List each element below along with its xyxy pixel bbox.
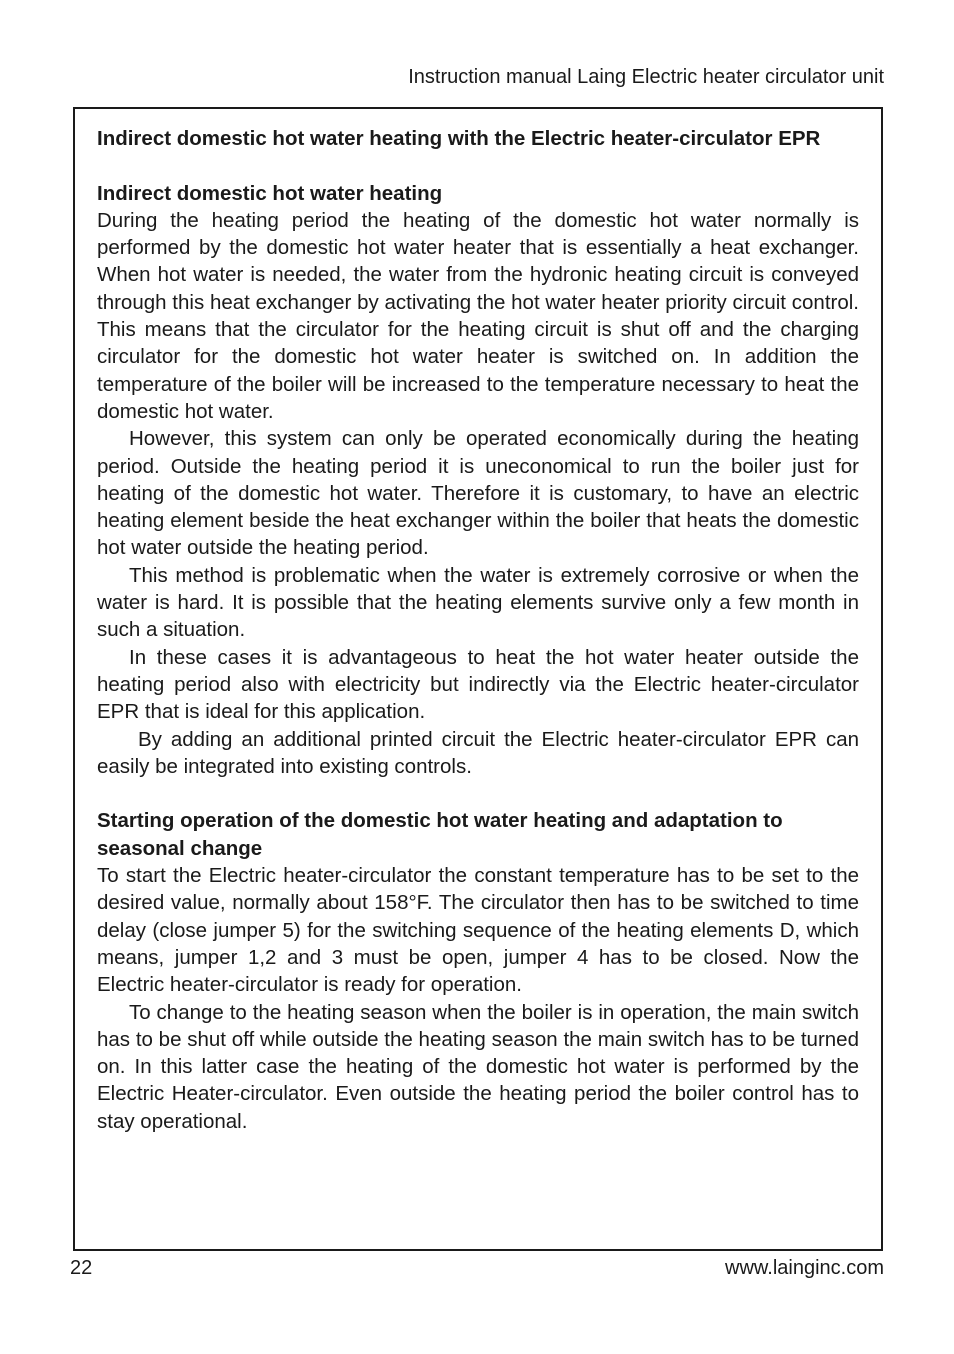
paragraph: To change to the heating season when the boiler is in operation, the main switch has to be shut off while outside the heating season the main switch has to be turned on. In this latter case the heating of the domestic hot water is performed by the Electric Heater-circulator. Even outside the heating period the boiler control has to stay operational. — [97, 1000, 859, 1133]
section-heading-starting-operation: Starting operation of the domestic hot water heating and adaptation to seasonal change — [97, 809, 783, 860]
page-content — [97, 125, 865, 1135]
paragraph: However, this system can only be operated economically during the heating period. Outside the heating period it is uneconomical to run the boiler just for heating of the domestic hot water. Therefore it is customary, to have an electric heating element beside the heat exchanger within the boiler that heats the domestic hot water outside the heating period. — [97, 427, 859, 560]
paragraph: To start the Electric heater-circulator the constant temperature has to be set to the desired value, normally about 158°F. The circulator then has to be switched to time delay (close jumper 5) for the switching sequence of the heating elements D, which means, jumper 1,2 and 3 must be open, jumper 4 has to be closed. Now the Electric heater-circulator is ready for operation. — [97, 864, 859, 997]
page-number: 22 — [70, 1257, 93, 1279]
paragraph: During the heating period the heating of the domestic hot water normally is performed by the domestic hot water heater that is essentially a heat exchanger. When hot water is needed, the water from the hydronic heating circuit is conveyed through this heat exchanger by activating the hot water heater priority circuit control. This means that the circulator for the heating circuit is shut off and the charging circulator for the domestic hot water heater is switched on. In addition the temperature of the boiler will be increased to the temperature necessary to heat the domestic hot water. — [97, 208, 859, 423]
website-url: www.lainginc.com — [725, 1257, 884, 1279]
paragraph: This method is problematic when the water is extremely corrosive or when the water is hard. It is possible that the heating elements survive only a few month in such a situation. — [97, 563, 859, 642]
section-heading-indirect-heating: Indirect domestic hot water heating — [97, 181, 443, 205]
spacer — [97, 780, 859, 807]
content-frame — [73, 107, 883, 1251]
running-header: Instruction manual Laing Electric heater circulator unit — [408, 66, 884, 88]
paragraph: By adding an additional printed circuit the Electric heater-circulator EPR can easily be integrated into existing controls. — [97, 727, 865, 778]
spacer — [97, 152, 859, 179]
page-title: Indirect domestic hot water heating with the Electric heater-circulator EPR — [97, 127, 821, 150]
paragraph: In these cases it is advantageous to heat the hot water heater outside the heating period also with electricity but indirectly via the Electric heater-circulator EPR that is ideal for this application. — [97, 645, 859, 724]
